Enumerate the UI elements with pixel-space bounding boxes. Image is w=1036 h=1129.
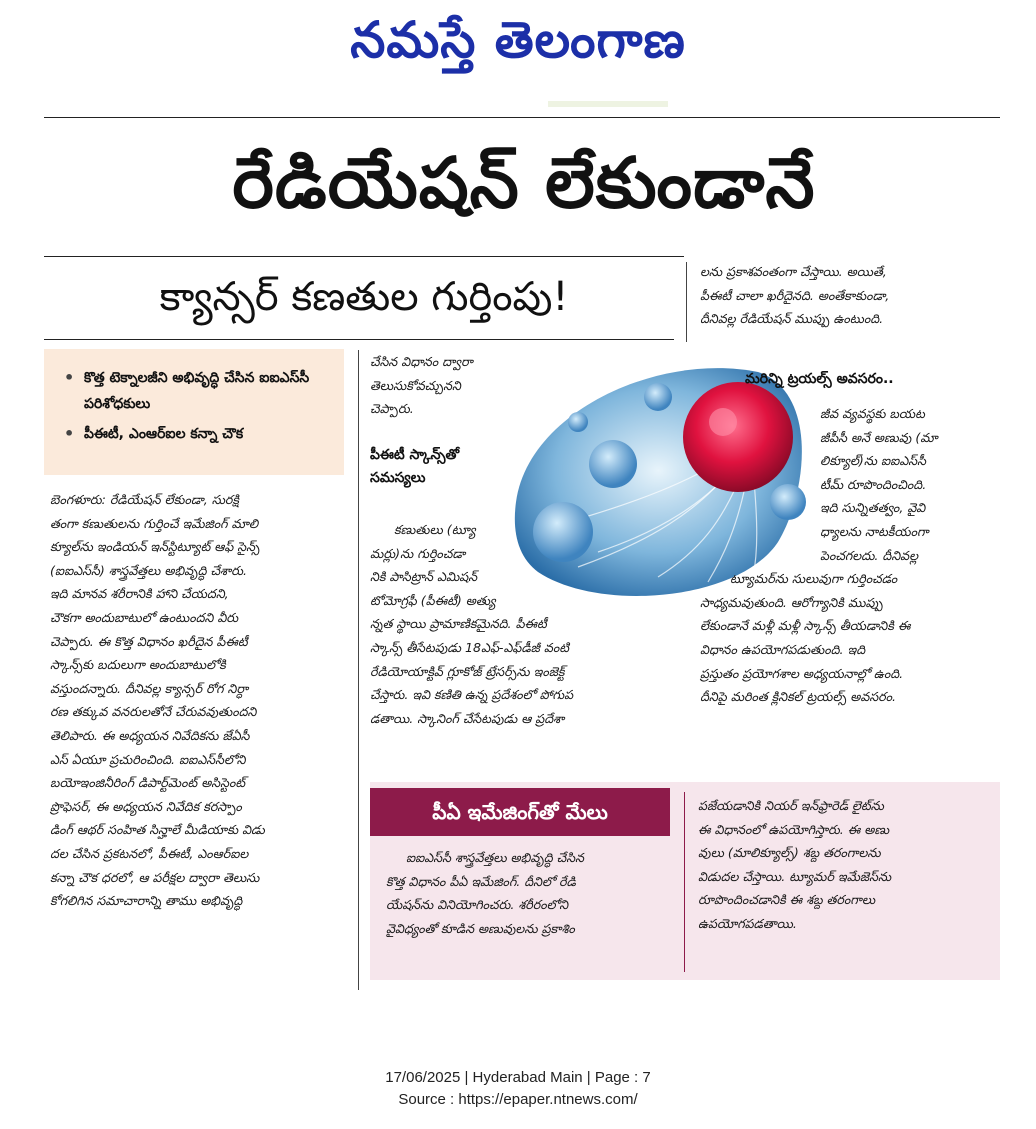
masthead-title: నమస్తే తెలంగాణ: [350, 11, 686, 69]
text-line: దీనిపై మరింత క్లినికల్ ట్రయల్స్ అవసరం.: [700, 689, 897, 705]
text-line: ప్రస్తుతం ప్రయోగశాల అధ్యయనాల్లో ఉంది.: [700, 665, 904, 681]
article-column-3-top: [700, 260, 1000, 331]
masthead-rule: [44, 117, 1000, 118]
text-line: డతాయి. స్కానింగ్ చేసేటపుడు ఆ ప్రదేశా: [370, 710, 565, 726]
text-line: ఉపయోగపడతాయి.: [698, 915, 797, 931]
highlight-text: పీఈటీ, ఎంఆర్‌ఐల కన్నా చౌక: [84, 426, 244, 442]
text-line: చౌకగా అందుబాటులో ఉంటుందని వీరు: [50, 609, 239, 625]
text-line: లేకుండానే మళ్లీ మళ్లీ స్కాన్స్ తీయడానికి ఈ: [700, 618, 911, 634]
text-line: విడుదల చేస్తాయి. ట్యూమర్ ఇమేజెస్‌ను: [698, 868, 892, 884]
text-line: రేడియోయాక్టివ్ గ్లూకోజ్ ట్రేసర్స్‌ను ఇంజెక్ట్: [370, 663, 565, 679]
masthead-strip: [548, 101, 668, 107]
text-line: జీవ వ్యవస్థకు బయట: [820, 406, 925, 421]
pa-imaging-right-text: [698, 794, 988, 936]
text-line: సాధ్యమవుతుంది. ఆరోగ్యానికి ముప్పు: [700, 594, 883, 610]
text-line: తంగా కణుతులను గుర్తించే ఇమేజింగ్ మాలి: [50, 515, 259, 531]
column-divider: [358, 350, 359, 990]
text-line: వులు (మాలిక్యూల్స్) శబ్ద తరంగాలను: [698, 845, 881, 861]
text-line: పజేయడానికి నియర్ ఇన్‌ఫ్రారెడ్ లైట్‌ను: [698, 798, 884, 813]
subheadline: క్యాన్సర్ కణతుల గుర్తింపు!: [159, 274, 569, 320]
headline-rule: [44, 256, 684, 257]
pa-imaging-left-text: [386, 846, 672, 940]
text-line: టోమోగ్రఫీ (పీఈటీ) అత్యు: [370, 592, 496, 608]
text-line: ఐఐఎస్‌సీ శాస్త్రవేత్తలు అభివృద్ధి చేసిన: [406, 850, 584, 865]
text-line: కోగలిగిన సమాచారాన్ని తాము అభివృద్ధి: [50, 893, 243, 909]
text-line: లను ప్రకాశవంతంగా చేస్తాయి. అయితే,: [700, 264, 887, 279]
text-line: లిక్యూల్)ను ఐఐఎస్‌సీ: [820, 453, 926, 469]
text-line: టీమ్ రూపొందించింది.: [820, 476, 927, 492]
column-divider: [686, 262, 687, 342]
subhead-rule: [44, 339, 674, 340]
article-column-2-top: [370, 350, 515, 421]
text-line: ఈ విధానంలో ఉపయోగిస్తారు. ఈ అణు: [698, 821, 890, 837]
footer-date-edition: 17/06/2025 | Hyderabad Main | Page : 7: [385, 1069, 651, 1086]
text-line: స్కాన్స్‌కు బదులుగా అందుబాటులోకి: [50, 657, 226, 673]
text-line: కన్నా చౌక ధరలో, ఆ పరీక్షల ద్వారా తెలుసు: [50, 869, 260, 885]
bullet-icon: •: [64, 368, 75, 387]
text-line: బయోఇంజినీరింగ్ డిపార్ట్‌మెంట్ అసిస్టెంట్: [50, 775, 246, 791]
text-line: తెలిపారు. ఈ అధ్యయన నివేదికను జేఏసీ: [50, 727, 250, 743]
text-line: రూపొందించడానికి ఈ శబ్ద తరంగాలు: [698, 892, 876, 908]
article-column-2: [370, 518, 670, 730]
text-line: జీపీసీ అనే అణువు (మా: [820, 429, 938, 445]
text-line: ఇది మానవ శరీరానికి హాని చేయదని,: [50, 586, 229, 602]
text-line: రణ తక్కువ వనరులతోనే చేరువవుతుందని: [50, 704, 257, 720]
text-line: న్నత స్థాయి ప్రామాణికమైనది. పీఈటీ: [370, 616, 547, 632]
article-column-3: [700, 402, 1000, 709]
highlights-box: [44, 349, 344, 475]
text-line: (ఐఐఎస్‌సీ) శాస్త్రవేత్తలు అభివృద్ధి చేశారు.: [50, 562, 247, 578]
text-line: చెప్పారు. ఈ కొత్త విధానం ఖరీదైన పీఈటీ: [50, 633, 248, 649]
highlight-item: [64, 421, 334, 447]
text-line: తెలుసుకోవచ్చునని: [370, 377, 461, 393]
highlight-text: కొత్త టెక్నాలజీని అభివృద్ధి చేసిన ఐఐఎస్‌సీ పరిశోధకులు: [84, 370, 310, 412]
box-divider: [684, 792, 685, 972]
article-column-1: [50, 488, 346, 913]
headline: రేడియేషన్ లేకుండానే: [232, 142, 816, 224]
text-line: క్యూల్‌ను ఇండియన్ ఇన్‌స్టిట్యూట్ ఆఫ్ సైన్స్: [50, 539, 260, 555]
text-line: నికి పాసిట్రాన్ ఎమిషన్: [370, 569, 478, 585]
text-line: చేస్తారు. ఇవి కణితి ఉన్న ప్రదేశంలో పోగుప: [370, 687, 574, 703]
text-line: బెంగళూరు: రేడియేషన్ లేకుండా, సురక్షి: [50, 492, 239, 507]
text-line: ఇది సున్నితత్వం, వైవి: [820, 500, 926, 516]
text-line: యేషన్‌ను వినియోగించరు. శరీరంలోని: [386, 897, 569, 913]
section-title-pet-problems: పీఈటీ స్కాన్స్‌తో సమస్యలు: [370, 447, 460, 486]
text-line: ప్రొఫెసర్, ఈ అధ్యయన నివేదిక కరస్పాం: [50, 798, 242, 814]
text-line: పెంచగలదు. దీనివల్ల: [820, 547, 919, 563]
text-line: ధ్యాలను నాటకీయంగా: [820, 523, 929, 539]
text-line: పీఈటీ చాలా ఖరీదైనది. అంతేకాకుండా,: [700, 287, 890, 303]
bullet-icon: •: [64, 424, 75, 443]
text-line: ఎస్ ఏయూ ప్రచురించింది. ఐఐఎస్‌సీలోని: [50, 751, 246, 767]
text-line: విధానం ఉపయోగపడుతుంది. ఇది: [700, 641, 866, 657]
text-line: దల చేసిన ప్రకటనలో, పీఈటీ, ఎంఆర్‌ఐల: [50, 845, 249, 861]
text-line: కణుతులు (ట్యూ: [394, 522, 476, 537]
text-line: స్కాన్స్ తీసేటపుడు 18ఎఫ్-ఎఫ్‌డీజీ వంటి: [370, 639, 569, 655]
section-title-more-trials: మరిన్ని ట్రయల్స్ అవసరం..: [745, 371, 894, 387]
footer-source: Source : https://epaper.ntnews.com/: [398, 1091, 638, 1108]
highlight-item: [64, 365, 334, 417]
text-line: దీనివల్ల రేడియేషన్ ముప్పు ఉంటుంది.: [700, 311, 884, 327]
text-line: డింగ్ ఆథర్ సంహిత సిన్హాలే మీడియాకు విడు: [50, 822, 265, 838]
text-line: చేసిన విధానం ద్వారా: [370, 354, 473, 369]
text-line: ట్యూమర్‌ను సులువుగా గుర్తించడం: [730, 571, 898, 587]
text-line: కొత్త విధానం పీఏ ఇమేజింగ్. దీనిలో రేడి: [386, 873, 576, 889]
text-line: వస్తుందన్నారు. దీనివల్ల క్యాన్సర్ రోగ నిర్ధా: [50, 680, 249, 696]
pa-imaging-title: పీఏ ఇమేజింగ్‌తో మేలు: [370, 788, 670, 836]
text-line: చెప్పారు.: [370, 401, 414, 417]
text-line: వైవిధ్యంతో కూడిన అణువులను ప్రకాశిం: [386, 920, 575, 936]
text-line: మర్లు)ను గుర్తించడా: [370, 545, 466, 561]
